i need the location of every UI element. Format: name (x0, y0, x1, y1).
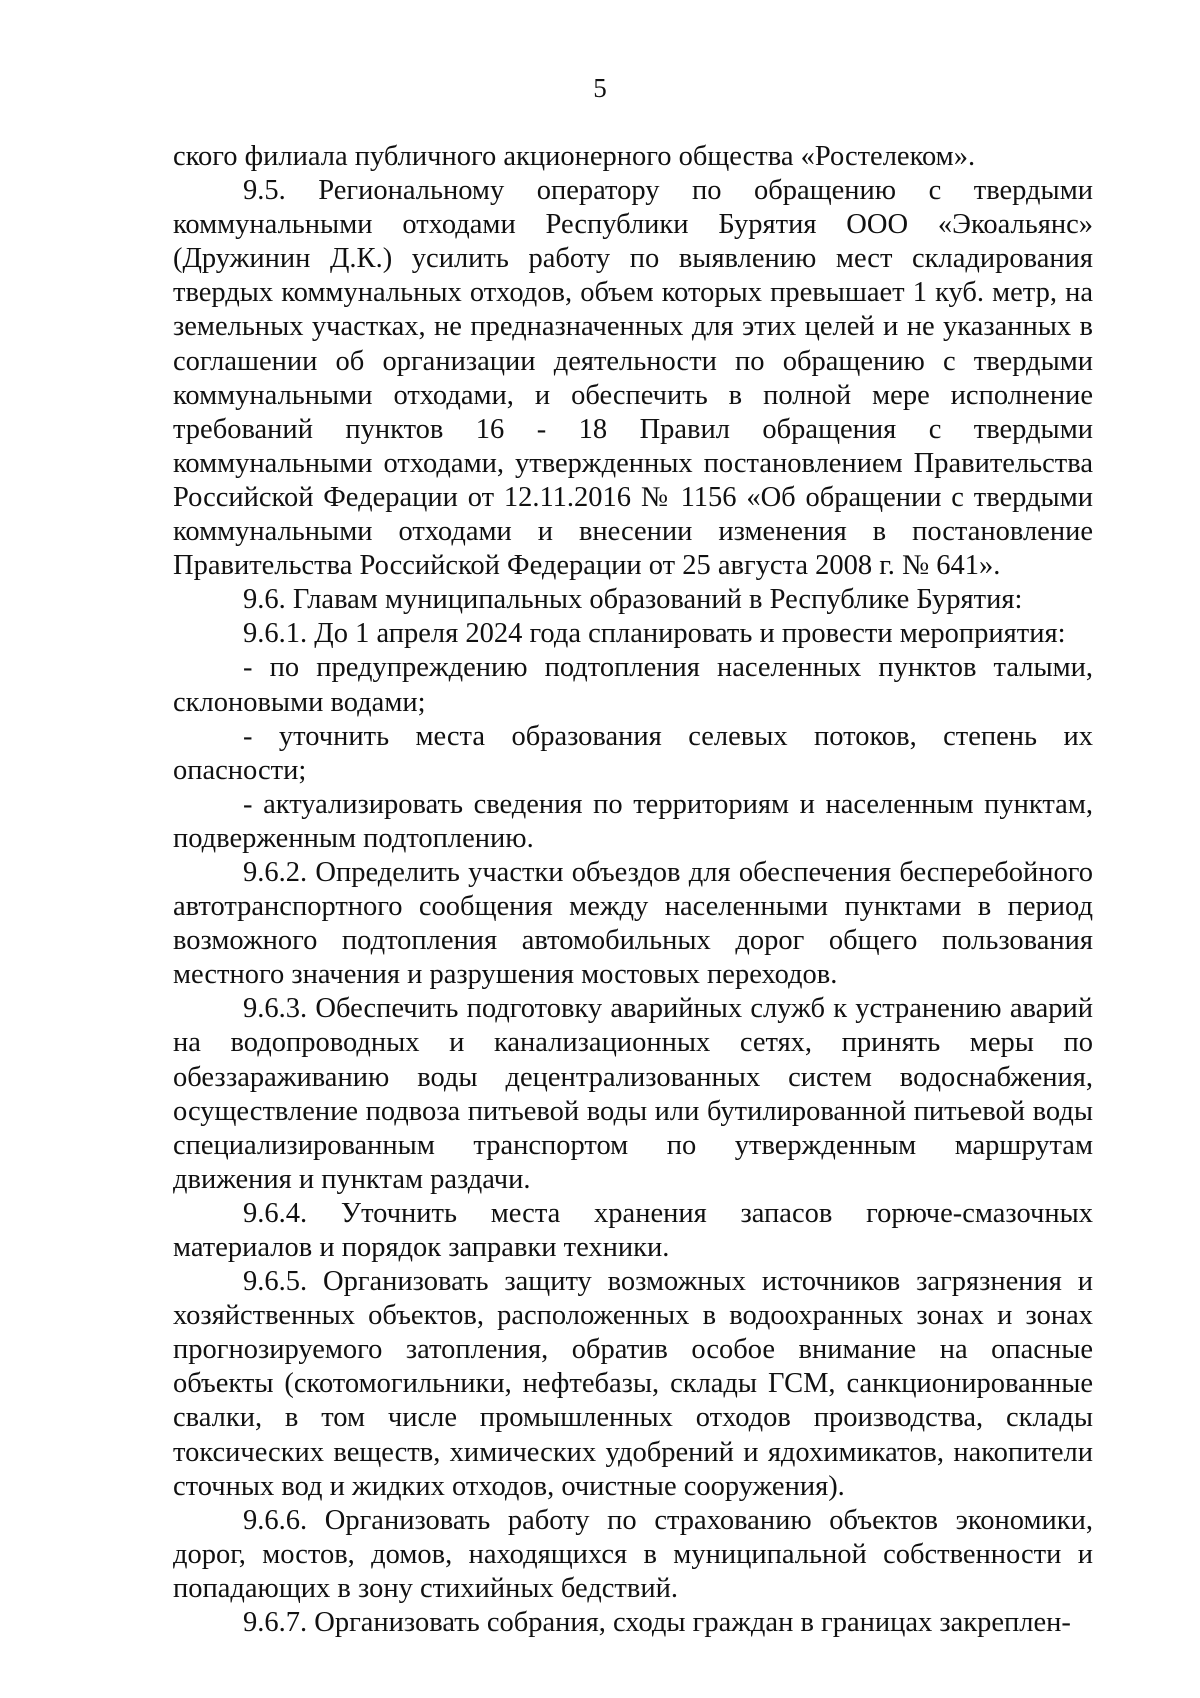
list-item-mudflow-places: - уточнить места образования селевых потоков, степень их опасности; (173, 720, 1093, 786)
list-item-flooding-prevention: - по предупреждению подтопления населенных пунктов талыми, склоновыми водами; (173, 652, 1093, 718)
list-item-update-territories: - актуализировать сведения по территориям и населенным пунктам, подверженным подтоплению. (173, 788, 1093, 854)
paragraph-9-6-3: 9.6.3. Обеспечить подготовку аварийных служб к устранению аварий на водопроводных и канализационных сетях, принять меры по обеззараживанию воды децентрализованных систем водоснабжения, осуществление подвоза питьевой воды или бутилированной питьевой воды специализированным транспортом по утвержденным маршрутам движения и пунктам раздачи. (173, 993, 1093, 1195)
paragraph-9-6-6: 9.6.6. Организовать работу по страхованию объектов экономики, дорог, мостов, домов, находящихся в муниципальной собственности и попадающих в зону стихийных бедствий. (173, 1504, 1093, 1604)
paragraph-9-6-4: 9.6.4. Уточнить места хранения запасов горюче-смазочных материалов и порядок заправки техники. (173, 1197, 1093, 1263)
paragraph-9-6-2: 9.6.2. Определить участки объездов для обеспечения бесперебойного автотранспортного сообщения между населенными пунктами в период возможного подтопления автомобильных дорог общего пользования местного значения и разрушения мостовых переходов. (173, 856, 1093, 991)
page-number: 5 (593, 73, 607, 103)
document-body (173, 140, 1093, 1640)
paragraph-9-6: 9.6. Главам муниципальных образований в Республике Бурятия: (243, 584, 1023, 616)
paragraph-9-5: 9.5. Региональному оператору по обращению с твердыми коммунальными отходами Республики Бурятия ООО «Экоальянс» (Дружинин Д.К.) усилить работу по выявлению мест складирования твердых коммунальных отходов, объем которых превышает 1 куб. метр, на земельных участках, не предназначенных для этих целей и не указанных в соглашении об организации деятельности по обращению с твердыми коммунальными отходами, и обеспечить в полной мере исполнение требований пунктов 16 - 18 Правил обращения с твердыми коммунальными отходами, утвержденных постановлением Правительства Российской Федерации от 12.11.2016 № 1156 «Об обращении с твердыми коммунальными отходами и внесении изменения в постановление Правительства Российской Федерации от 25 августа 2008 г. № 641». (173, 175, 1093, 582)
paragraph-continuation: ского филиала публичного акционерного общества «Ростелеком». (173, 141, 976, 172)
paragraph-9-6-5: 9.6.5. Организовать защиту возможных источников загрязнения и хозяйственных объектов, расположенных в водоохранных зонах и зонах прогнозируемого затопления, обратив особое внимание на опасные объекты (скотомогильники, нефтебазы, склады ГСМ, санкционированные свалки, в том числе промышленных отходов производства, склады токсических веществ, химических удобрений и ядохимикатов, накопители сточных вод и жидких отходов, очистные сооружения). (173, 1266, 1093, 1502)
paragraph-9-6-7: 9.6.7. Организовать собрания, сходы граждан в границах закреплен- (243, 1607, 1071, 1639)
paragraph-9-6-1: 9.6.1. До 1 апреля 2024 года спланировать и провести мероприятия: (243, 618, 1066, 650)
